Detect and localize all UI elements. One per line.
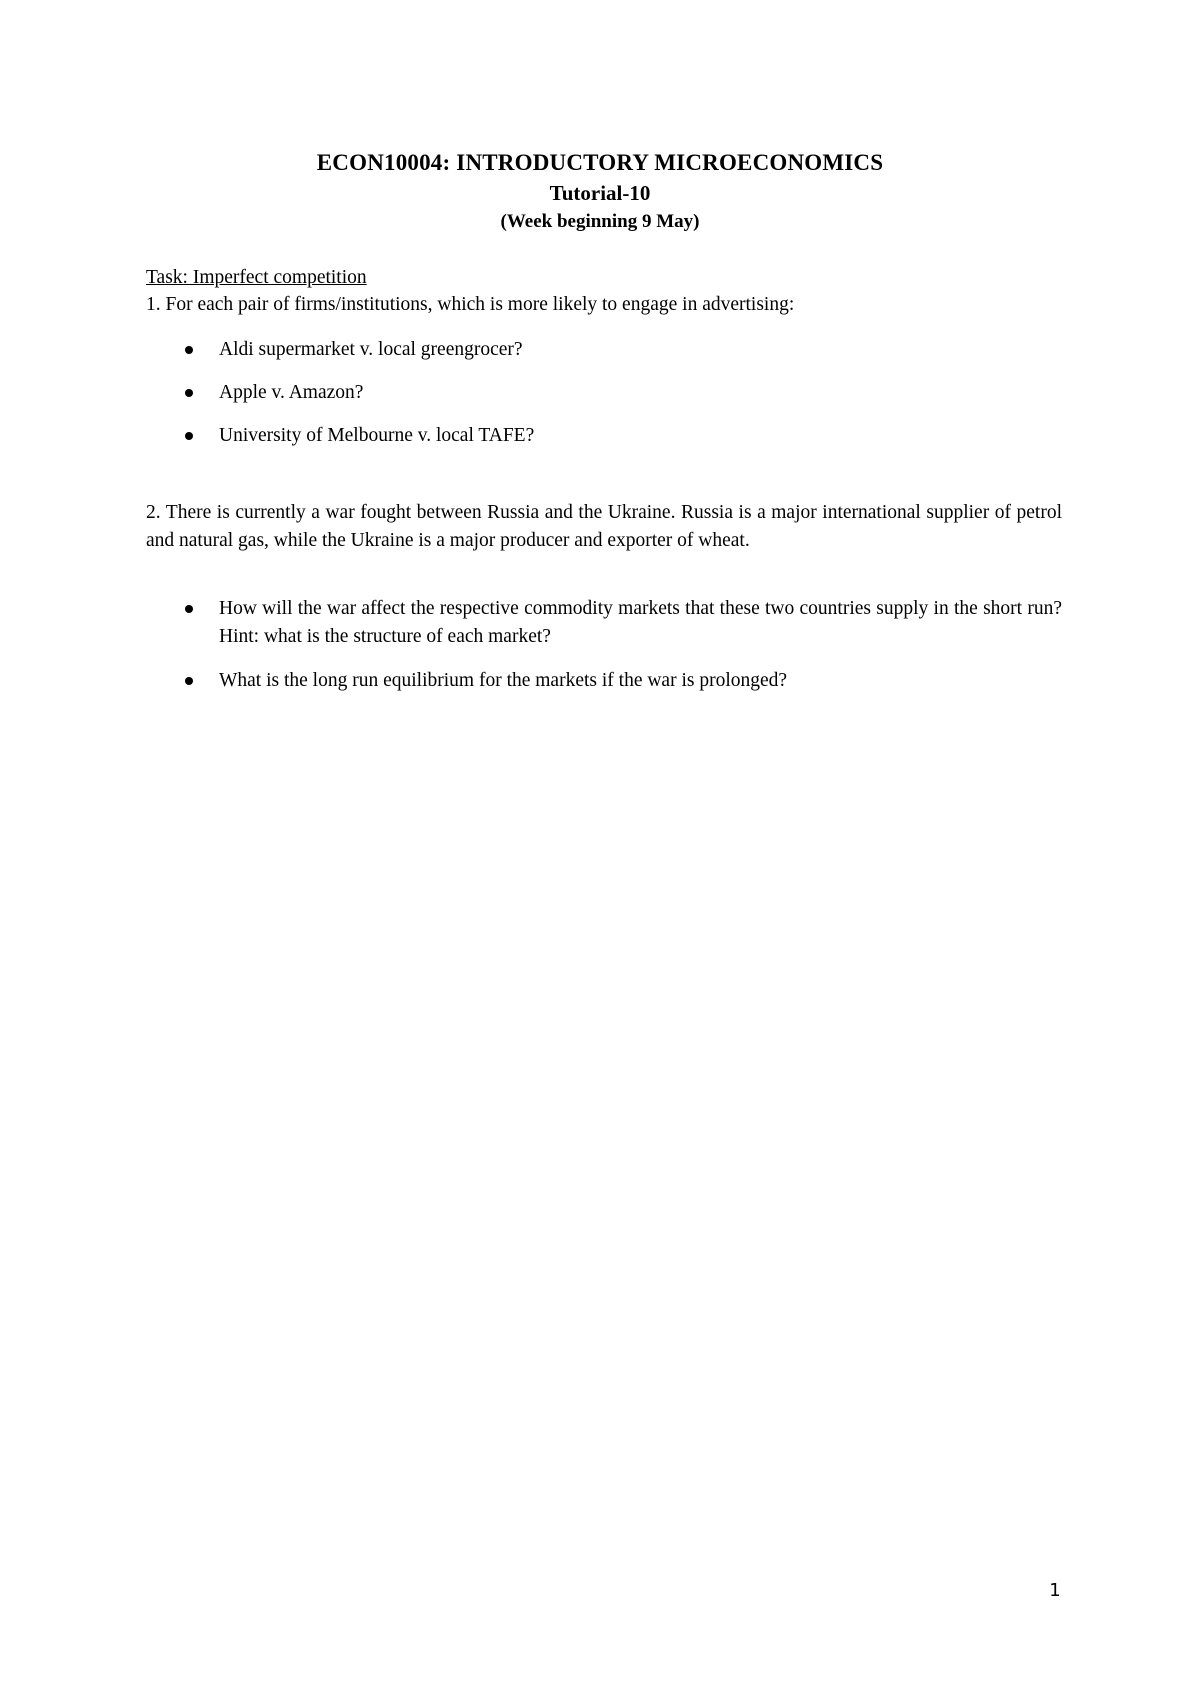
list-item-text: Apple v. Amazon?	[219, 382, 364, 403]
bullet-icon	[185, 605, 193, 613]
document-header	[0, 148, 1200, 236]
bullet-icon	[185, 432, 193, 440]
list-item	[182, 379, 1062, 406]
bullet-icon	[185, 389, 193, 397]
list-item-text: How will the war affect the respective commodity markets that these two countries supply in the short run? Hint: what is the structure of each market?	[219, 598, 1062, 647]
tutorial-title: Tutorial-10	[549, 181, 651, 205]
question-2-bullet-list	[182, 595, 1062, 711]
list-item	[182, 595, 1062, 651]
list-item-text: University of Melbourne v. local TAFE?	[219, 425, 535, 446]
list-item	[182, 667, 1062, 695]
bullet-icon	[185, 346, 193, 354]
list-item	[182, 422, 1062, 449]
list-item-text: Aldi supermarket v. local greengrocer?	[219, 339, 523, 360]
question-2-text: 2. There is currently a war fought between Russia and the Ukraine. Russia is a major international supplier of petrol and natural gas, while the Ukraine is a major producer and exporter of wheat.	[146, 502, 1062, 551]
page-number: 1	[1049, 1580, 1061, 1601]
list-item-text: What is the long run equilibrium for the markets if the war is prolonged?	[219, 670, 788, 691]
list-item	[182, 336, 1062, 363]
course-title: ECON10004: INTRODUCTORY MICROECONOMICS	[316, 150, 884, 175]
question-1-text: 1. For each pair of firms/institutions, which is more likely to engage in advertising:	[146, 294, 795, 315]
bullet-icon	[185, 677, 193, 685]
week-line: (Week beginning 9 May)	[500, 211, 700, 232]
question-1-bullet-list	[182, 336, 1062, 465]
task-heading: Task: Imperfect competition	[146, 267, 367, 288]
